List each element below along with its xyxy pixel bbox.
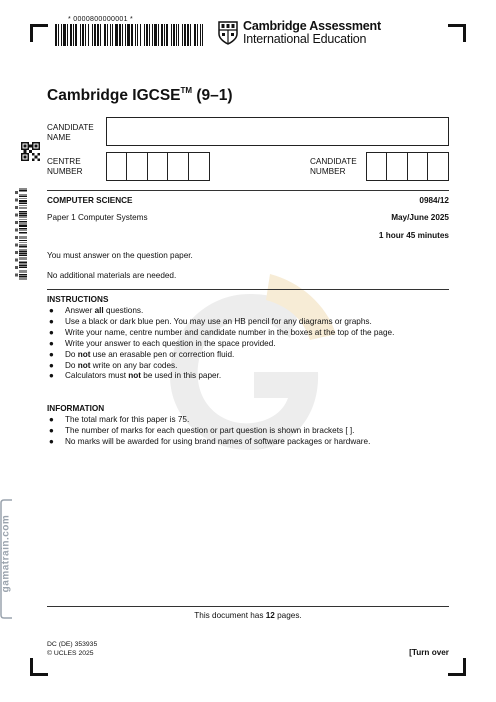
list-item: ● Write your name, centre number and candidate number in the boxes at the top of the page. <box>49 327 395 337</box>
corner-mark-top-left <box>30 24 48 42</box>
barcode-bar <box>19 234 27 235</box>
barcode-bar <box>19 250 27 252</box>
corner-mark-bottom-left <box>30 658 48 676</box>
barcode-bar <box>19 232 27 233</box>
instructions-list <box>47 306 394 382</box>
cambridge-crest-icon <box>218 21 238 45</box>
corner-mark-top-right <box>448 24 466 42</box>
barcode-digit-mark <box>15 266 18 269</box>
divider <box>47 190 449 191</box>
barcode-bar <box>19 249 27 250</box>
barcode-bar <box>19 238 27 239</box>
list-item: ● No marks will be awarded for using brand names of software packages or hardware. <box>49 436 371 446</box>
barcode-bar <box>19 278 27 279</box>
barcode-bar <box>19 236 27 237</box>
copyright: © UCLES 2025 <box>47 650 94 657</box>
exam-duration: 1 hour 45 minutes <box>378 231 449 240</box>
list-item: ● Do not write on any bar codes. <box>49 360 178 370</box>
centre-number-label: CENTRE NUMBER <box>47 157 83 176</box>
side-barcode-digits <box>14 188 19 280</box>
barcode-bar <box>19 265 27 266</box>
barcode-bar <box>19 242 27 243</box>
candidate-number-cell[interactable] <box>408 153 428 180</box>
barcode-bar <box>19 207 27 208</box>
barcode-bar <box>19 264 27 265</box>
barcode-bar <box>19 220 27 221</box>
side-brand-text: gamatrain.com <box>0 514 12 593</box>
barcode-digit-mark <box>15 229 18 232</box>
barcode-bar <box>19 211 27 212</box>
candidate-number-boxes[interactable] <box>366 152 449 181</box>
barcode-bar <box>19 224 27 225</box>
barcode-bar <box>19 246 27 247</box>
candidate-number-cell[interactable] <box>367 153 387 180</box>
list-item: ● Answer all questions. <box>49 306 144 315</box>
candidate-number-label: CANDIDATE NUMBER <box>310 157 357 176</box>
list-item: ● The number of marks for each question or part question is shown in brackets [ ]. <box>49 425 355 435</box>
barcode-digit-mark <box>15 259 18 262</box>
barcode-digit-mark <box>15 236 18 239</box>
barcode-digit-mark <box>15 221 18 224</box>
barcode-bar <box>19 225 27 227</box>
barcode-digit-mark <box>15 199 18 202</box>
barcode-top <box>55 24 205 46</box>
candidate-name-label: CANDIDATE NAME <box>47 123 94 142</box>
barcode-bar <box>19 221 27 222</box>
instructions-heading: INSTRUCTIONS <box>47 295 109 304</box>
list-item: ● Write your answer to each question in the space provided. <box>49 338 276 348</box>
barcode-bar <box>19 245 27 246</box>
centre-number-cell[interactable] <box>189 153 209 180</box>
list-item: ● The total mark for this paper is 75. <box>49 415 190 424</box>
barcode-bar <box>19 274 27 275</box>
barcode-digit-mark <box>15 244 18 247</box>
exam-session: May/June 2025 <box>391 213 449 222</box>
logo-line-2: International Education <box>243 32 367 46</box>
paper-code: 0984/12 <box>419 196 449 205</box>
barcode-bar <box>19 257 27 258</box>
logo-line-1: Cambridge Assessment <box>243 19 381 33</box>
barcode-bar <box>19 199 27 200</box>
paper-name: Paper 1 Computer Systems <box>47 213 148 222</box>
barcode-bar <box>19 205 27 206</box>
barcode-digit-mark <box>15 206 18 209</box>
barcode-digit-mark <box>15 191 18 194</box>
materials-note: No additional materials are needed. <box>47 271 177 280</box>
barcode-digit-mark <box>15 274 18 277</box>
candidate-number-cell[interactable] <box>428 153 448 180</box>
document-code: DC (DE) 353935 <box>47 641 98 648</box>
barcode-bar <box>19 217 27 218</box>
barcode-bar <box>203 24 205 46</box>
barcode-bar <box>19 267 27 268</box>
information-heading: INFORMATION <box>47 404 105 413</box>
barcode-number: * 0000800000001 * <box>68 16 134 23</box>
barcode-bar <box>19 192 27 193</box>
turn-over-note: [Turn over <box>409 648 449 657</box>
side-barcode <box>19 188 27 280</box>
barcode-bar <box>19 262 27 263</box>
barcode-digit-mark <box>15 214 18 217</box>
information-list <box>47 415 370 448</box>
page-count-note: This document has 12 pages. <box>194 611 302 620</box>
list-item: ● Do not use an erasable pen or correction fluid. <box>49 349 235 359</box>
barcode-bar <box>19 271 27 272</box>
list-item: ● Calculators must not be used in this paper. <box>49 371 222 381</box>
barcode-bar <box>19 188 27 189</box>
barcode-bar <box>19 240 27 241</box>
candidate-name-box[interactable] <box>106 117 449 146</box>
qr-code <box>21 142 40 161</box>
centre-number-cell[interactable] <box>127 153 147 180</box>
barcode-bar <box>19 189 27 190</box>
barcode-bar <box>19 255 27 256</box>
barcode-bar <box>19 228 27 229</box>
answer-note: You must answer on the question paper. <box>47 251 193 260</box>
barcode-bar <box>19 253 27 254</box>
subject-title: COMPUTER SCIENCE <box>47 196 133 205</box>
centre-number-cell[interactable] <box>148 153 168 180</box>
list-item: ● Use a black or dark blue pen. You may use an HB pencil for any diagrams or graphs. <box>49 316 372 326</box>
barcode-bar <box>19 203 27 204</box>
barcode-bar <box>19 270 27 271</box>
barcode-bar <box>19 259 27 260</box>
barcode-bar <box>19 208 27 209</box>
barcode-bar <box>19 194 27 195</box>
barcode-digit-mark <box>15 251 18 254</box>
page-title: Cambridge IGCSE™ (9–1) <box>47 86 233 104</box>
barcode-bar <box>19 196 27 197</box>
centre-number-boxes[interactable] <box>106 152 210 181</box>
divider <box>47 289 449 290</box>
barcode-bar <box>19 230 27 231</box>
candidate-number-cell[interactable] <box>387 153 407 180</box>
cambridge-logo <box>218 20 381 46</box>
barcode-bar <box>19 200 27 202</box>
barcode-bar <box>19 213 27 214</box>
divider <box>47 606 449 607</box>
centre-number-cell[interactable] <box>168 153 188 180</box>
corner-mark-bottom-right <box>448 658 466 676</box>
centre-number-cell[interactable] <box>107 153 127 180</box>
barcode-bar <box>19 276 27 278</box>
barcode-bar <box>19 215 27 216</box>
